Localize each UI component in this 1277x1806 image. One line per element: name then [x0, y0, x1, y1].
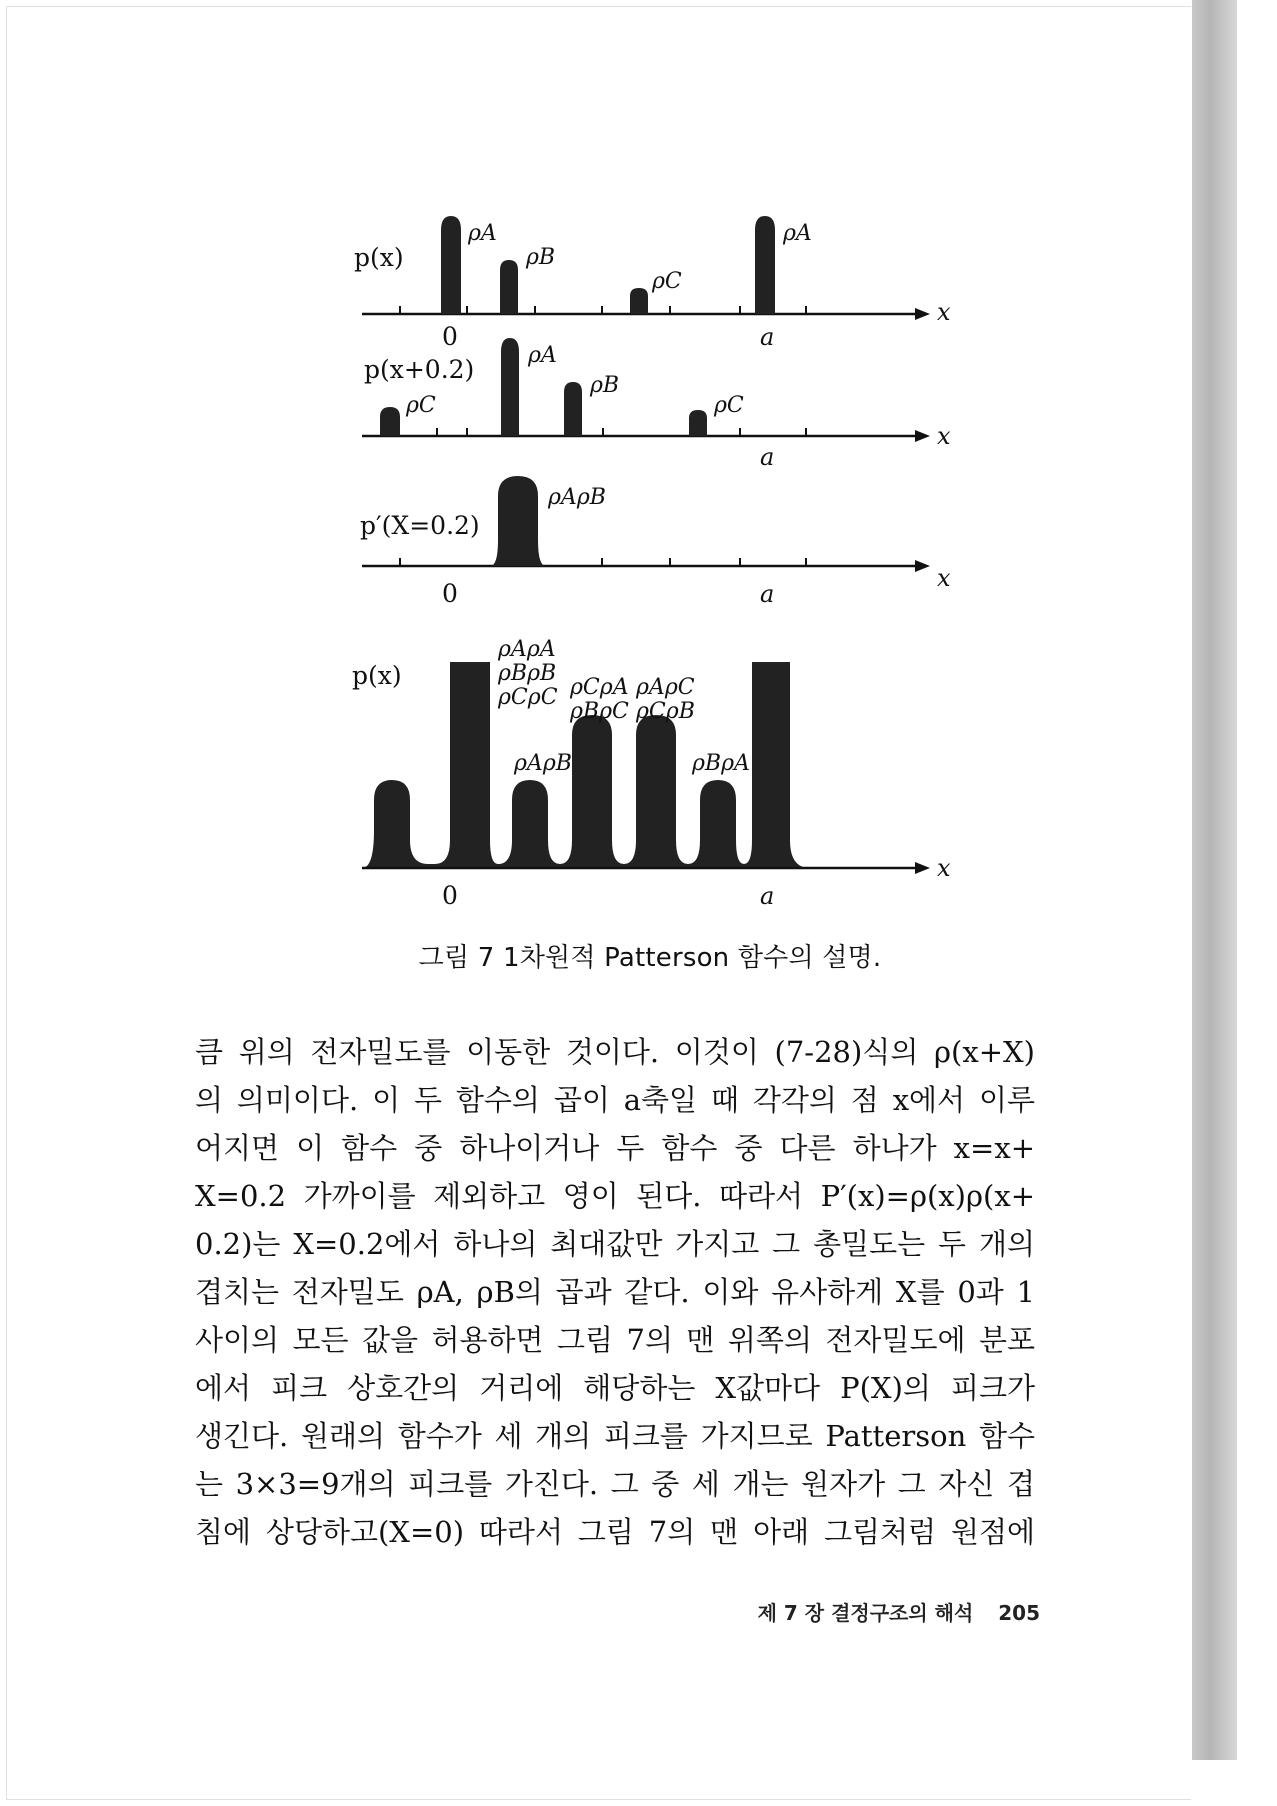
panel4-origin-peak-label-cc: ρCρC	[498, 685, 558, 710]
body-line: 0.2)는 X=0.2에서 하나의 최대값만 가지고 그 총밀도는 두 개의	[195, 1227, 1035, 1261]
panel-4	[352, 637, 951, 910]
body-line: 의 의미이다. 이 두 함수의 곱이 a축일 때 각각의 점 x에서 이루	[195, 1083, 1035, 1117]
panel4-peak-label-ba: ρBρA	[692, 751, 750, 776]
panel2-peak-label-c: ρC	[406, 393, 436, 418]
panel4-peak-label-ab: ρAρB	[514, 751, 572, 776]
panel1-peak-label-c: ρC	[652, 269, 682, 294]
page-edge-corner	[1192, 1760, 1237, 1806]
panel4-end-label: a	[760, 882, 775, 910]
body-line: 겹치는 전자밀도 ρA, ρB의 곱과 같다. 이와 유사하게 X를 0과 1	[195, 1275, 1035, 1309]
panel2-peak-a	[501, 338, 519, 436]
panel4-origin-peak-label-bb: ρBρB	[498, 661, 557, 686]
panel3-end-label: a	[760, 580, 775, 608]
page-edge-shadow	[1192, 0, 1237, 1806]
panel4-origin-peak-label-aa: ρAρA	[498, 637, 556, 662]
chapter-title: 제 7 장 결정구조의 해석	[757, 1601, 974, 1625]
body-line: 생긴다. 원래의 함수가 세 개의 피크를 가지므로 Patterson 함수	[195, 1419, 1035, 1453]
panel1-peak-b	[500, 260, 518, 314]
panel1-peak-a2	[755, 216, 775, 314]
body-text	[195, 1028, 1035, 1556]
panel2-function-label: p(x+0.2)	[364, 355, 475, 384]
panel1-axis-arrow	[915, 308, 930, 320]
page-footer	[600, 1597, 1040, 1626]
panel2-axis-label: x	[937, 422, 951, 450]
body-line: 어지면 이 함수 중 하나이거나 두 함수 중 다른 하나가 x=x+	[195, 1131, 1035, 1165]
panel1-end-label: a	[760, 323, 775, 351]
panel3-peak-label: ρAρB	[548, 485, 606, 510]
panel1-peak-label-a: ρA	[468, 221, 497, 246]
panel3-peak-ab	[490, 476, 546, 566]
panel3-origin-label: 0	[442, 579, 458, 608]
panel1-function-label: p(x)	[354, 243, 404, 272]
panel1-peak-label-b: ρB	[526, 245, 556, 270]
panel2-peak-label-a: ρA	[528, 343, 557, 368]
panel1-peak-c	[630, 288, 648, 314]
panel4-peak-label-ac: ρAρC	[636, 675, 695, 700]
panel1-axis-label: x	[937, 298, 951, 326]
figure-caption: 그림 7 1차원적 Patterson 함수의 설명.	[418, 943, 882, 973]
panel3-axis-label: x	[937, 564, 951, 592]
panel-2	[362, 338, 951, 471]
body-line: 침에 상당하고(X=0) 따라서 그림 7의 맨 아래 그림처럼 원점에	[195, 1515, 1035, 1549]
panel3-function-label: p′(X=0.2)	[360, 511, 480, 540]
panel2-peak-c2	[689, 410, 707, 436]
patterson-figure	[340, 200, 960, 920]
body-line: 사이의 모든 값을 허용하면 그림 7의 맨 위쪽의 전자밀도에 분포	[195, 1323, 1035, 1357]
body-line: 에서 피크 상호간의 거리에 해당하는 X값마다 P(X)의 피크가	[195, 1371, 1035, 1405]
panel1-origin-label: 0	[442, 322, 458, 351]
panel2-axis-arrow	[915, 430, 930, 442]
panel4-peak-label-cb: ρCρB	[636, 699, 695, 724]
panel2-peak-c	[380, 407, 400, 436]
panel-3	[360, 476, 951, 608]
page-number: 205	[998, 1601, 1040, 1625]
panel2-peak-label-b: ρB	[590, 373, 620, 398]
body-line: 는 3×3=9개의 피크를 가진다. 그 중 세 개는 원자가 그 자신 겹	[195, 1467, 1035, 1501]
panel1-peak-a	[441, 216, 461, 314]
body-line: 큼 위의 전자밀도를 이동한 것이다. 이것이 (7-28)식의 ρ(x+X)	[195, 1035, 1035, 1069]
panel2-peak-label-c2: ρC	[714, 393, 744, 418]
panel1-peak-label-a2: ρA	[783, 221, 812, 246]
panel4-peak-label-ca: ρCρA	[570, 675, 629, 700]
body-line: X=0.2 가까이를 제외하고 영이 된다. 따라서 P′(x)=ρ(x)ρ(x+	[195, 1179, 1035, 1213]
panel2-peak-b	[564, 382, 582, 436]
panel3-axis-arrow	[915, 560, 930, 572]
panel-1	[354, 216, 951, 351]
figure-svg	[340, 200, 960, 920]
panel4-axis-arrow	[915, 862, 930, 874]
panel2-end-label: a	[760, 443, 775, 471]
panel4-origin-label: 0	[442, 881, 458, 910]
panel4-axis-label: x	[937, 854, 951, 882]
panel4-peak-label-bc: ρBρC	[570, 699, 629, 724]
panel4-function-label: p(x)	[352, 661, 402, 690]
